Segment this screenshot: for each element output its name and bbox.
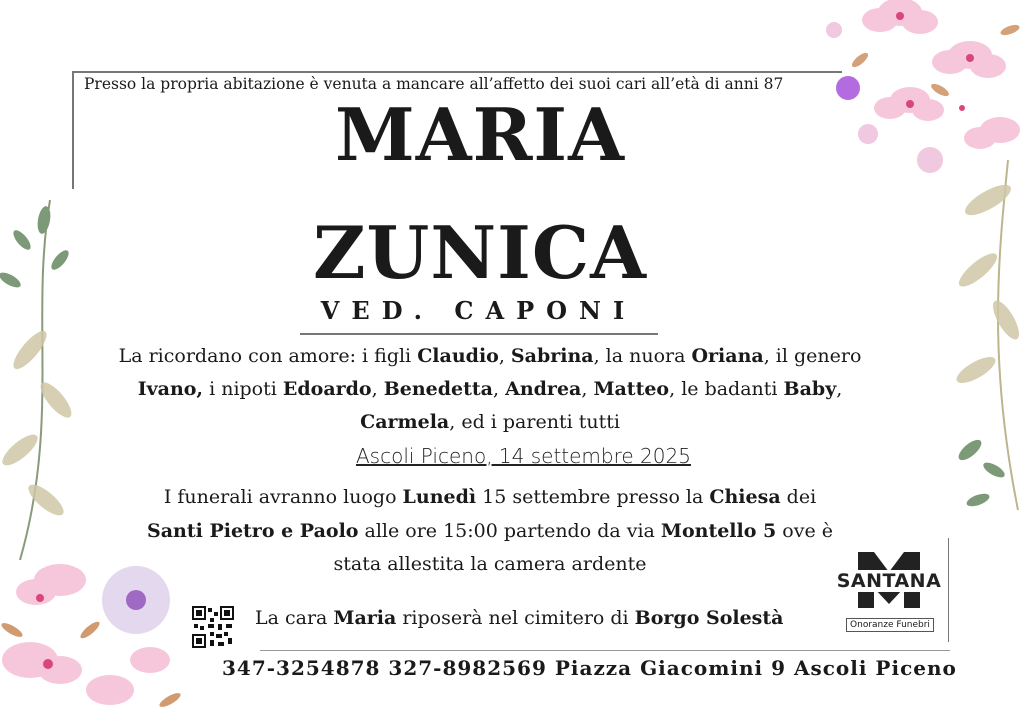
frame-left-line: [72, 71, 74, 189]
deceased-first-name: MARIA: [335, 92, 625, 177]
funeral-line-2: Santi Pietro e Paolo alle ore 15:00 partendo da via Montello 5 ove è: [146, 520, 833, 542]
mourners-line-1: La ricordano con amore: i figli Claudio, Sabrina, la nuora Oriana, il genero: [118, 345, 862, 367]
frame-top-line: [72, 71, 842, 73]
logo-wordmark: SANTANA: [836, 570, 942, 592]
deceased-last-name: ZUNICA: [312, 210, 647, 295]
funeral-line-3: stata allestita la camera ardente: [333, 553, 647, 575]
funeral-line-1: I funerali avranno luogo Lunedì 15 settembre presso la Chiesa dei: [163, 486, 817, 508]
qr-code-icon[interactable]: [192, 606, 234, 648]
widow-underline: [300, 333, 658, 335]
leaf-branch-left-decoration: [0, 200, 90, 560]
contact-line: 347-3254878 327-8982569 Piazza Giacomini 9 Ascoli Piceno: [222, 656, 957, 680]
place-date: Ascoli Piceno, 14 settembre 2025: [356, 444, 691, 468]
burial-line: La cara Maria riposerà nel cimitero di Borgo Solestà: [255, 607, 784, 629]
funeral-home-logo: [828, 552, 950, 644]
leaf-branch-right-decoration: [948, 160, 1024, 520]
intro-text: Presso la propria abitazione è venuta a mancare all’affetto dei suoi cari all’età di anni 87: [84, 75, 784, 93]
mourners-line-3: Carmela, ed i parenti tutti: [360, 411, 620, 433]
frame-bottom-line: [260, 650, 950, 651]
logo-subtitle: Onoranze Funebri: [846, 618, 934, 632]
mourners-line-2: Ivano, i nipoti Edoardo, Benedetta, Andrea, Matteo, le badanti Baby,: [137, 378, 843, 400]
widow-of-text: VED. CAPONI: [320, 296, 637, 325]
